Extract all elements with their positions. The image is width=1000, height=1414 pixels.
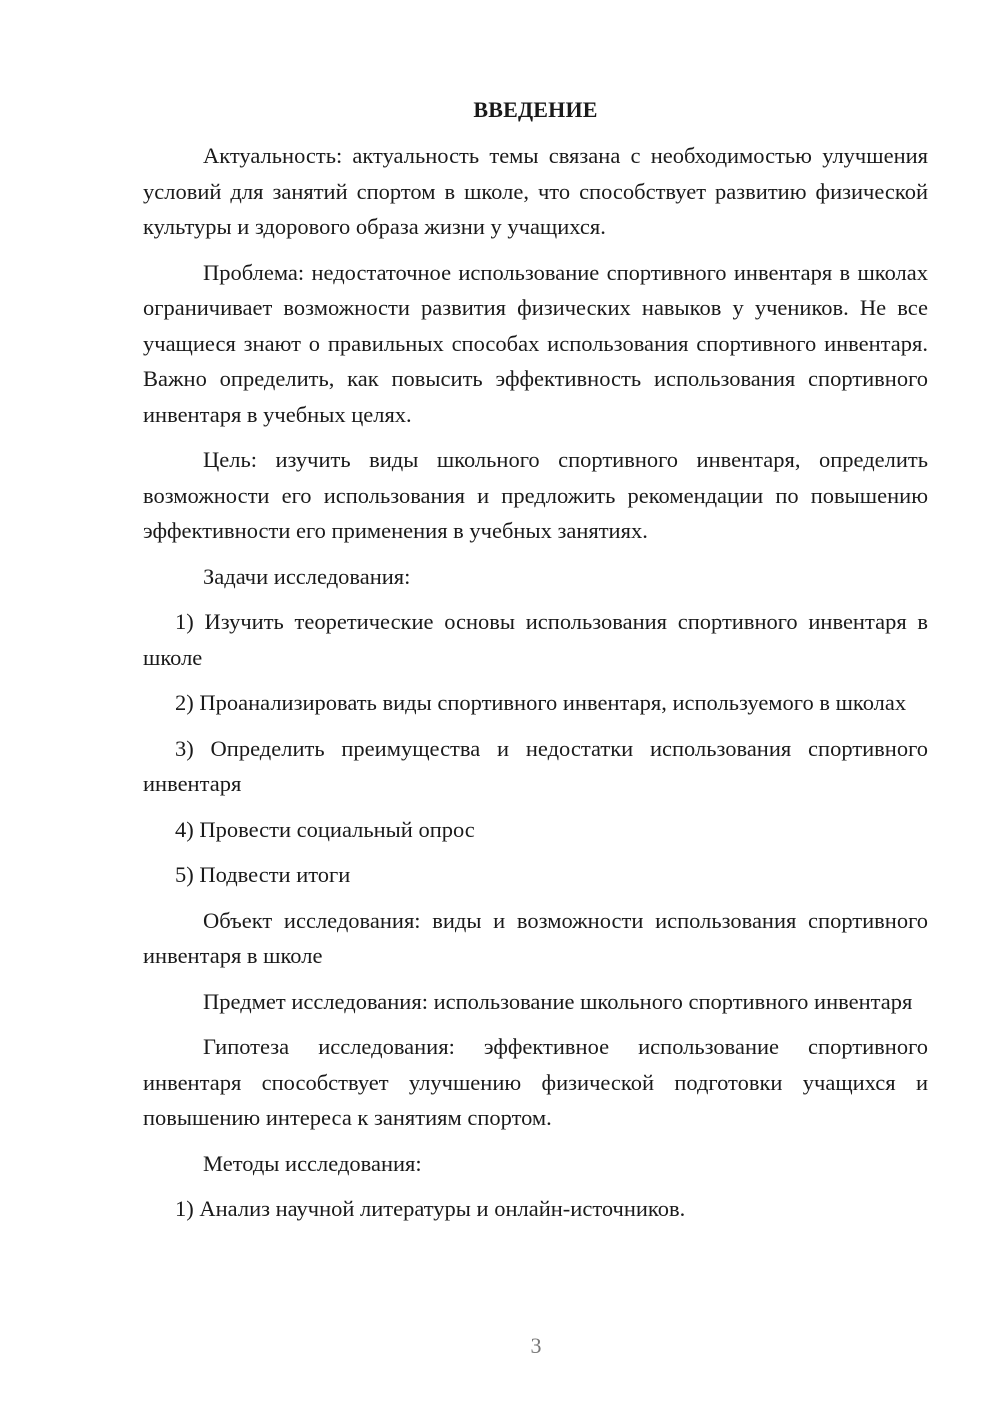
object-paragraph: Объект исследования: виды и возможности использования спортивного инвентаря в школе	[143, 907, 928, 968]
subject-paragraph: Предмет исследования: использование школьного спортивного инвентаря	[203, 988, 913, 1014]
page-number: 3	[530, 1333, 542, 1358]
page-title: ВВЕДЕНИЕ	[473, 97, 598, 122]
tasks-heading: Задачи исследования:	[203, 563, 411, 589]
hypothesis-paragraph: Гипотеза исследования: эффективное использование спортивного инвентаря способствует улучшению физической подготовки учащихся и повышению интереса к занятиям спортом.	[143, 1034, 928, 1130]
task-item: 4) Провести социальный опрос	[175, 816, 475, 842]
relevance-paragraph: Актуальность: актуальность темы связана с необходимостью улучшения условий для занятий спортом в школе, что способствует развитию физической культуры и здорового образа жизни у учащихся.	[143, 143, 928, 239]
task-item: 1) Изучить теоретические основы использования спортивного инвентаря в школе	[143, 609, 928, 670]
goal-paragraph: Цель: изучить виды школьного спортивного инвентаря, определить возможности его использования и предложить рекомендации по повышению эффективности его применения в учебных занятиях.	[143, 447, 928, 543]
task-item: 2) Проанализировать виды спортивного инвентаря, используемого в школах	[175, 690, 907, 715]
task-item: 3) Определить преимущества и недостатки использования спортивного инвентаря	[143, 735, 928, 796]
task-item: 5) Подвести итоги	[175, 862, 351, 887]
methods-heading: Методы исследования:	[203, 1150, 422, 1176]
method-item: 1) Анализ научной литературы и онлайн-источников.	[175, 1196, 686, 1221]
problem-paragraph: Проблема: недостаточное использование спортивного инвентаря в школах ограничивает возможности развития физических навыков у учеников. Не все учащиеся знают о правильных способах использования спортивного инвентаря. Важно определить, как повысить эффективность использования спортивного инвентаря в учебных целях.	[143, 259, 928, 427]
document-page	[143, 92, 928, 1237]
